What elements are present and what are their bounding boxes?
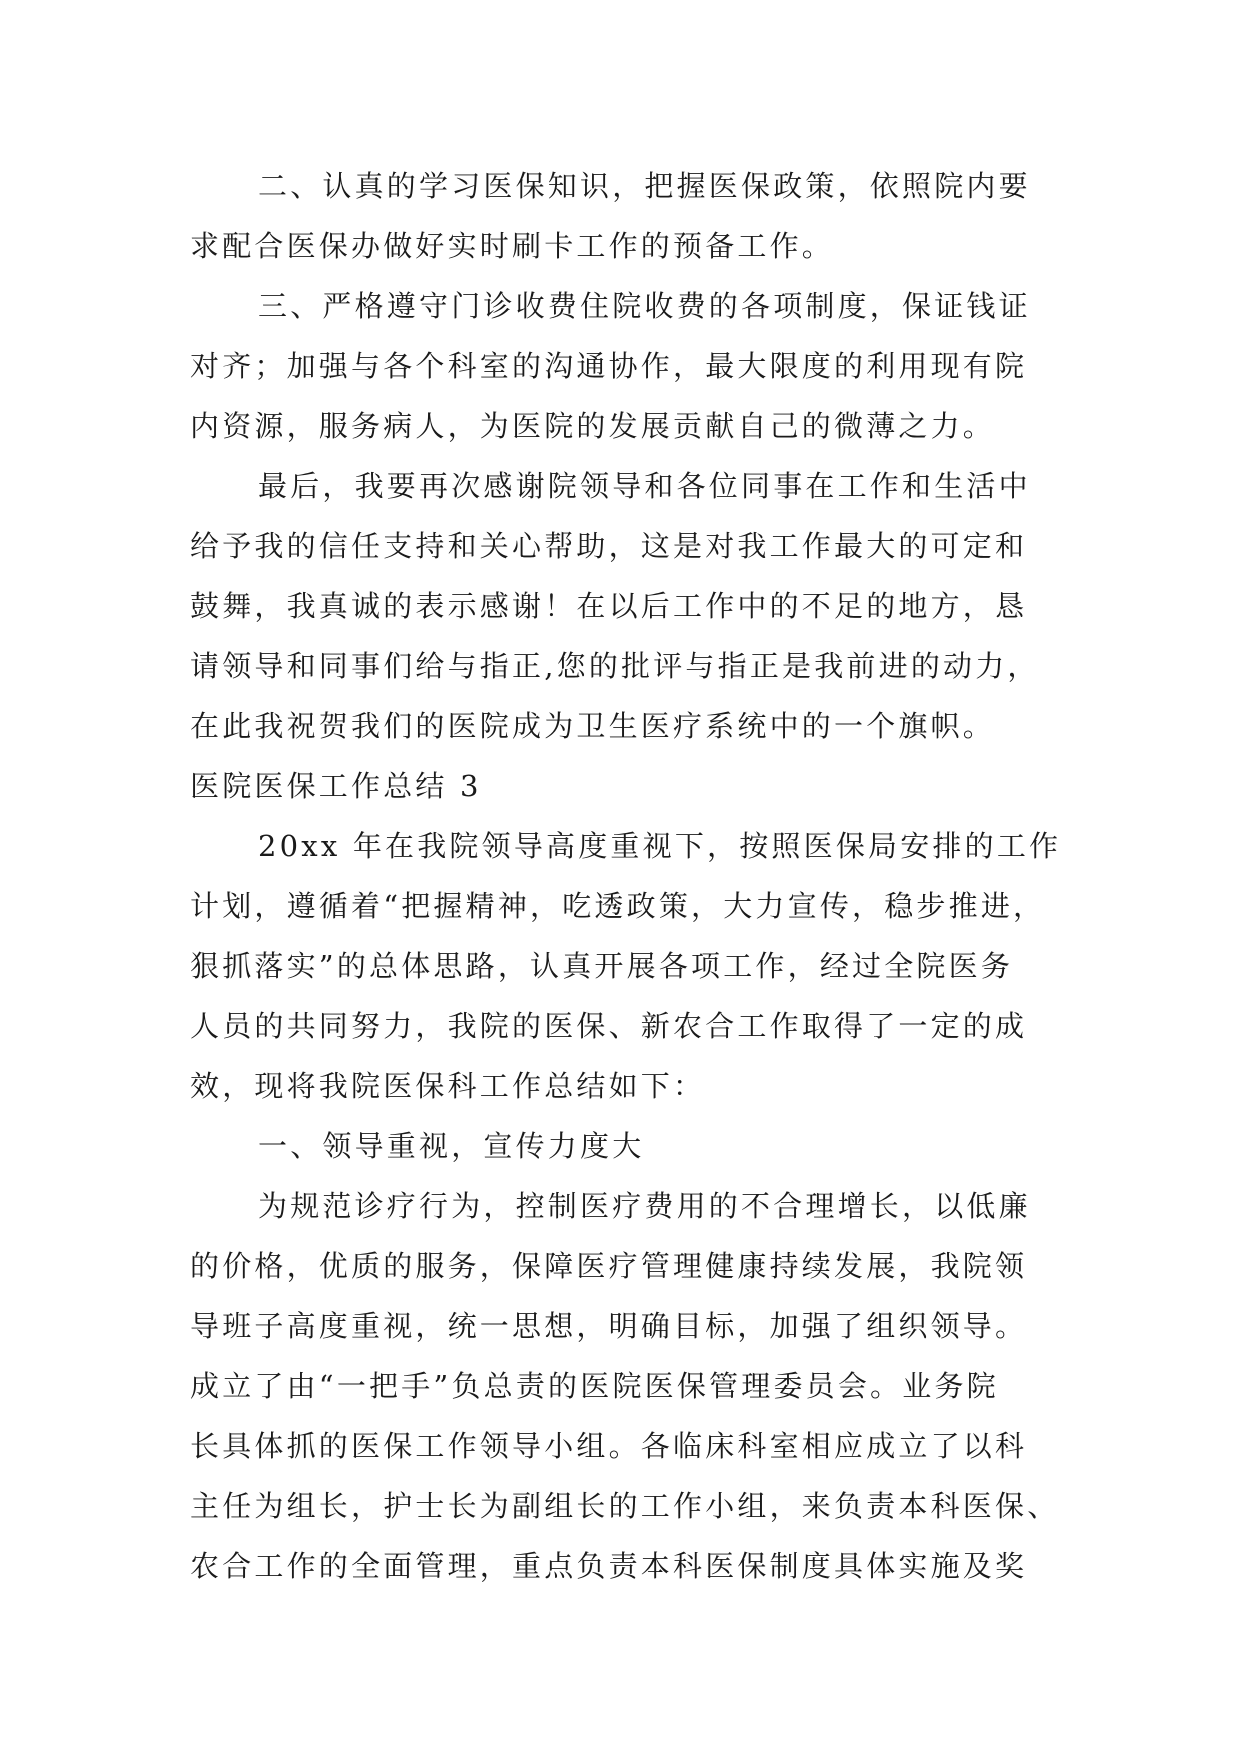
text-line: 给予我的信任支持和关心帮助，这是对我工作最大的可定和: [190, 529, 1028, 563]
text-line: 鼓舞，我真诚的表示感谢！在以后工作中的不足的地方，恳: [190, 589, 1028, 623]
text-line: 主任为组长，护士长为副组长的工作小组，来负责本科医保、: [190, 1489, 1060, 1523]
text-line: 在此我祝贺我们的医院成为卫生医疗系统中的一个旗帜。: [190, 709, 996, 743]
text-line: 三、严格遵守门诊收费住院收费的各项制度，保证钱证: [258, 289, 1031, 323]
text-line: 成立了由“一把手”负总责的医院医保管理委员会。业务院: [190, 1369, 999, 1403]
text-line: 计划，遵循着“把握精神，吃透政策，大力宣传，稳步推进，: [190, 889, 1046, 923]
text-line: 对齐；加强与各个科室的沟通协作，最大限度的利用现有院: [190, 349, 1028, 383]
text-line: 人员的共同努力，我院的医保、新农合工作取得了一定的成: [190, 1009, 1028, 1043]
text-line: 导班子高度重视，统一思想，明确目标，加强了组织领导。: [190, 1309, 1028, 1343]
text-line: 二、认真的学习医保知识，把握医保政策，依照院内要: [258, 169, 1031, 203]
text-line: 医院医保工作总结 3: [190, 769, 482, 803]
text-line: 最后，我要再次感谢院领导和各位同事在工作和生活中: [258, 469, 1031, 503]
text-line: 的价格，优质的服务，保障医疗管理健康持续发展，我院领: [190, 1249, 1028, 1283]
text-line: 狠抓落实”的总体思路，认真开展各项工作，经过全院医务: [190, 949, 1014, 983]
document-body: [190, 156, 1070, 1596]
text-line: 长具体抓的医保工作领导小组。各临床科室相应成立了以科: [190, 1429, 1028, 1463]
text-line: 请领导和同事们给与指正,您的批评与指正是我前进的动力，: [190, 649, 1040, 683]
text-line: 效，现将我院医保科工作总结如下：: [190, 1069, 706, 1103]
text-line: 20xx 年在我院领导高度重视下，按照医保局安排的工作: [258, 829, 1062, 863]
text-line: 农合工作的全面管理，重点负责本科医保制度具体实施及奖: [190, 1549, 1028, 1583]
text-line: 内资源，服务病人，为医院的发展贡献自己的微薄之力。: [190, 409, 996, 443]
text-line: 一、领导重视，宣传力度大: [258, 1129, 645, 1163]
text-line: 为规范诊疗行为，控制医疗费用的不合理增长，以低廉: [258, 1189, 1031, 1223]
text-line: 求配合医保办做好实时刷卡工作的预备工作。: [190, 229, 835, 263]
